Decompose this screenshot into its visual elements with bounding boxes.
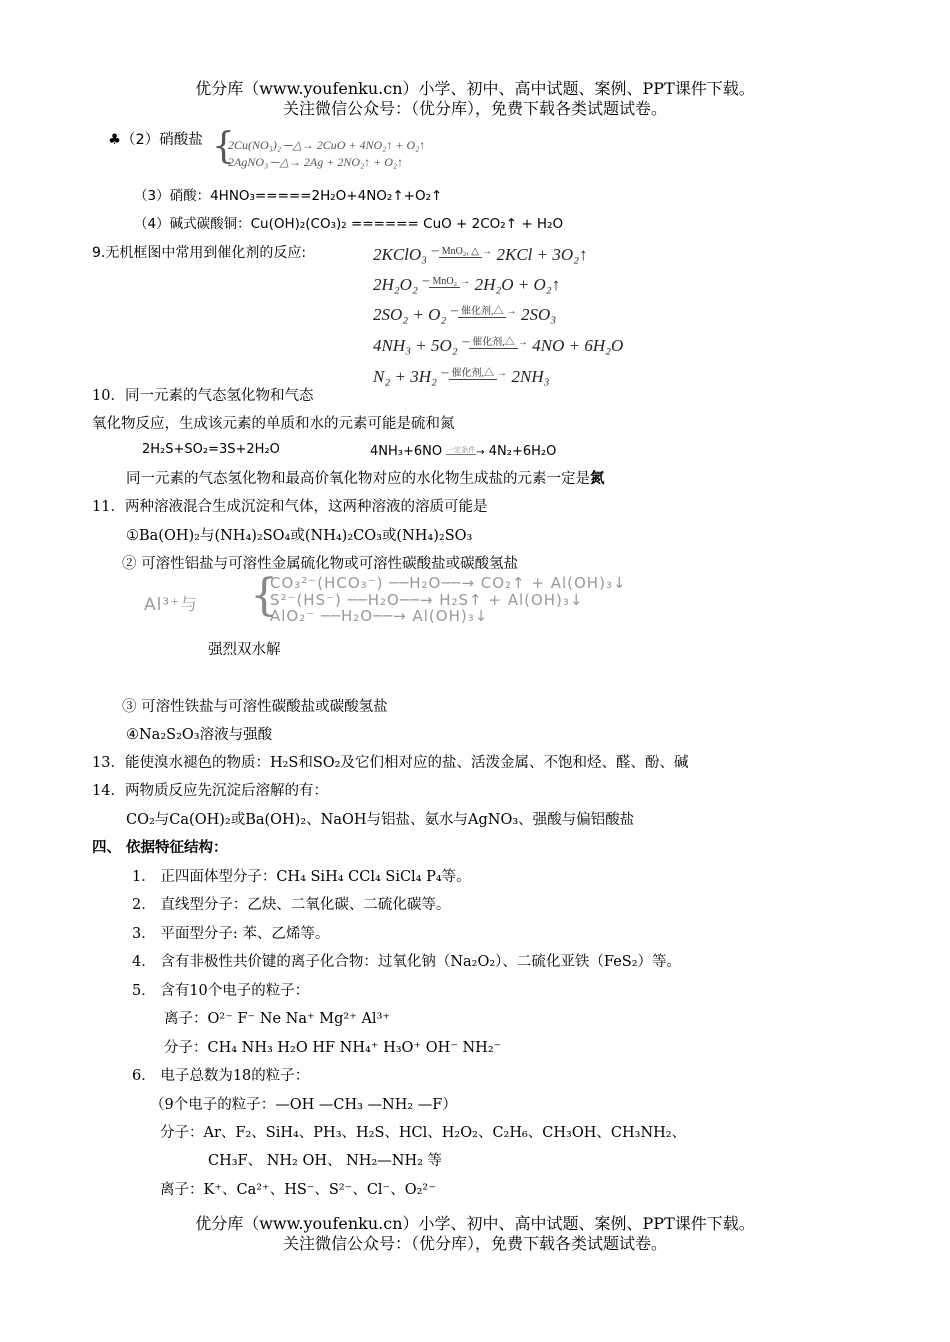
al-brace: { — [250, 570, 278, 621]
catalyst-eq-rhs: 2H₂O + O₂↑ — [474, 275, 561, 294]
section-10-line-1: 10．同一元素的气态氢化物和气态 — [92, 388, 314, 404]
catalyst-eq-lhs: 2SO₂ + O₂ — [373, 305, 447, 324]
nitrate-eq-2: 2AgNO₃ ─△→ 2Ag + 2NO₂↑ + O₂↑ — [228, 155, 404, 169]
section-10-eq-1: 2H₂S+SO₂=3S+2H₂O — [142, 442, 280, 457]
section-14-title: 14．两物质反应先沉淀后溶解的有： — [92, 783, 328, 799]
catalyst-eq-3 — [373, 301, 556, 326]
eighteen-electron-ions: 离子：K⁺、Ca²⁺、HS⁻、S²⁻、Cl⁻、O₂²⁻ — [160, 1182, 436, 1198]
section-10-line-3-text: 同一元素的气态氢化物和最高价氧化物对应的水化物生成盐的元素一定是 — [126, 471, 590, 487]
section-11-title: 11．两种溶液混合生成沉淀和气体，这两种溶液的溶质可能是 — [92, 499, 488, 515]
s4-item-1: 1． 正四面体型分子：CH₄ SiH₄ CCl₄ SiCl₄ P₄等。 — [132, 869, 471, 885]
header-line-1: 优分库（www.youfenku.cn）小学、初中、高中试题、案例、PPT课件下载。 — [195, 79, 755, 98]
s4-item-5: 5． 含有10个电子的粒子： — [132, 983, 310, 999]
section-10-line-3-bold: 氮 — [590, 470, 605, 487]
nitrate-eq-1: 2Cu(NO₃)₂ ─△→ 2CuO + 4NO₂↑ + O₂↑ — [228, 138, 426, 152]
section-10-line-2: 氧化物反应，生成该元素的单质和水的元素可能是硫和氮 — [92, 416, 455, 432]
s4-item-6: 6． 电子总数为18的粒子： — [132, 1068, 310, 1084]
catalyst-eq-lhs: 2KClO₃ — [373, 245, 428, 264]
nitrate-label: ♣（2）硝酸盐 — [108, 132, 203, 148]
catalyst-eq-4 — [373, 332, 623, 357]
catalyst-eq-rhs: 4NO + 6H₂O — [532, 336, 624, 355]
catalyst-eq-condition: ─ MnO₂, △ → — [429, 246, 495, 257]
catalyst-eq-5 — [373, 363, 550, 388]
s4-item-4: 4． 含有非极性共价键的离子化合物：过氧化钠（Na₂O₂）、二硫化亚铁（FeS₂）等。 — [132, 954, 682, 970]
nitrate-brace: { — [212, 126, 235, 167]
al-eq-3: AlO₂⁻ ──H₂O──→ Al(OH)₃↓ — [270, 607, 489, 625]
s4-item-2: 2． 直线型分子：乙炔、二氧化碳、二硫化碳等。 — [132, 897, 451, 913]
section-11-item-3: ③ 可溶性铁盐与可溶性碳酸盐或碳酸氢盐 — [122, 699, 388, 715]
catalyst-eq-lhs: N₂ + 3H₂ — [373, 367, 437, 386]
catalyst-eq-lhs: 4NH₃ + 5O₂ — [373, 336, 458, 355]
section-14-body: CO₂与Ca(OH)₂或Ba(OH)₂、NaOH与铝盐、氨水与AgNO₃、强酸与偏铝酸盐 — [126, 812, 635, 828]
section-11-item-1: ①Ba(OH)₂与(NH₄)₂SO₄或(NH₄)₂CO₃或(NH₄)₂SO₃ — [126, 528, 473, 544]
eighteen-electron-molecules-1: 分子：Ar、F₂、SiH₄、PH₃、H₂S、HCl、H₂O₂、C₂H₆、CH₃OH、CH₃NH₂、 — [160, 1125, 687, 1141]
footer-line-2: 关注微信公众号：（优分库），免费下载各类试题试卷。 — [282, 1234, 667, 1253]
catalyst-eq-lhs: 2H₂O₂ — [373, 275, 418, 294]
al-prefix: Al³⁺与 — [144, 595, 199, 615]
catalyst-eq-rhs: 2NH₃ — [511, 367, 550, 386]
eq2-cond: 一定条件 — [447, 446, 476, 454]
section-10-eq-2: 4NH₃+6NO $^{一定条件}$→ 4N₂+6H₂O — [370, 444, 557, 459]
nine-electron-particles: （9个电子的粒子：—OH —CH₃ —NH₂ —F） — [150, 1097, 457, 1113]
section-13: 13．能使溴水褪色的物质：H₂S和SO₂及它们相对应的盐、活泼金属、不饱和烃、醛、酚、碱 — [92, 755, 689, 771]
section-11-item-4: ④Na₂S₂O₃溶液与强酸 — [126, 727, 273, 743]
section-4-title: 四、 依据特征结构： — [92, 839, 228, 856]
catalyst-eq-rhs: 2KCl + 3O₂↑ — [496, 245, 588, 264]
ten-electron-ions: 离子：O²⁻ F⁻ Ne Na⁺ Mg²⁺ Al³⁺ — [164, 1011, 391, 1027]
eq2-lhs: 4NH₃+6NO — [370, 444, 443, 459]
catalyst-eq-condition: ─ 催化剂,△ → — [459, 337, 531, 348]
al-eq-1: CO₃²⁻(HCO₃⁻) ──H₂O──→ CO₂↑ + Al(OH)₃↓ — [270, 574, 627, 592]
catalyst-eq-1 — [373, 241, 588, 266]
catalyst-eq-condition: ─ MnO₂ → — [419, 276, 473, 287]
s4-item-3: 3． 平面型分子: 苯、乙烯等。 — [132, 926, 330, 942]
catalyst-eq-condition: ─ 催化剂,△ → — [438, 368, 510, 379]
footer-line-1: 优分库（www.youfenku.cn）小学、初中、高中试题、案例、PPT课件下载。 — [195, 1214, 755, 1233]
section-11-item-2: ② 可溶性铝盐与可溶性金属硫化物或可溶性碳酸盐或碳酸氢盐 — [122, 556, 519, 572]
basic-copper-line: （4）碱式碳酸铜：Cu(OH)₂(CO₃)₂ ====== CuO + 2CO₂↑ + H₂O — [134, 216, 564, 232]
catalyst-eq-2 — [373, 271, 560, 296]
catalyst-eq-rhs: 2SO₃ — [520, 305, 557, 324]
catalyst-eq-condition: ─ 催化剂,△ → — [448, 306, 519, 317]
section-9-title: 9.无机框图中常用到催化剂的反应: — [92, 245, 307, 261]
al-eq-2: S²⁻(HS⁻) ──H₂O──→ H₂S↑ + Al(OH)₃↓ — [270, 591, 584, 609]
section-10-line-3 — [126, 469, 605, 489]
eq2-rhs: 4N₂+6H₂O — [488, 444, 557, 459]
header-line-2: 关注微信公众号：（优分库），免费下载各类试题试卷。 — [282, 99, 667, 118]
strong-hydrolysis: 强烈双水解 — [208, 642, 281, 658]
ten-electron-molecules: 分子：CH₄ NH₃ H₂O HF NH₄⁺ H₃O⁺ OH⁻ NH₂⁻ — [164, 1040, 502, 1056]
nitric-acid-line: （3）硝酸：4HNO₃=====2H₂O+4NO₂↑+O₂↑ — [134, 188, 443, 204]
eighteen-electron-molecules-2: CH₃F、 NH₂ OH、 NH₂—NH₂ 等 — [208, 1153, 443, 1169]
